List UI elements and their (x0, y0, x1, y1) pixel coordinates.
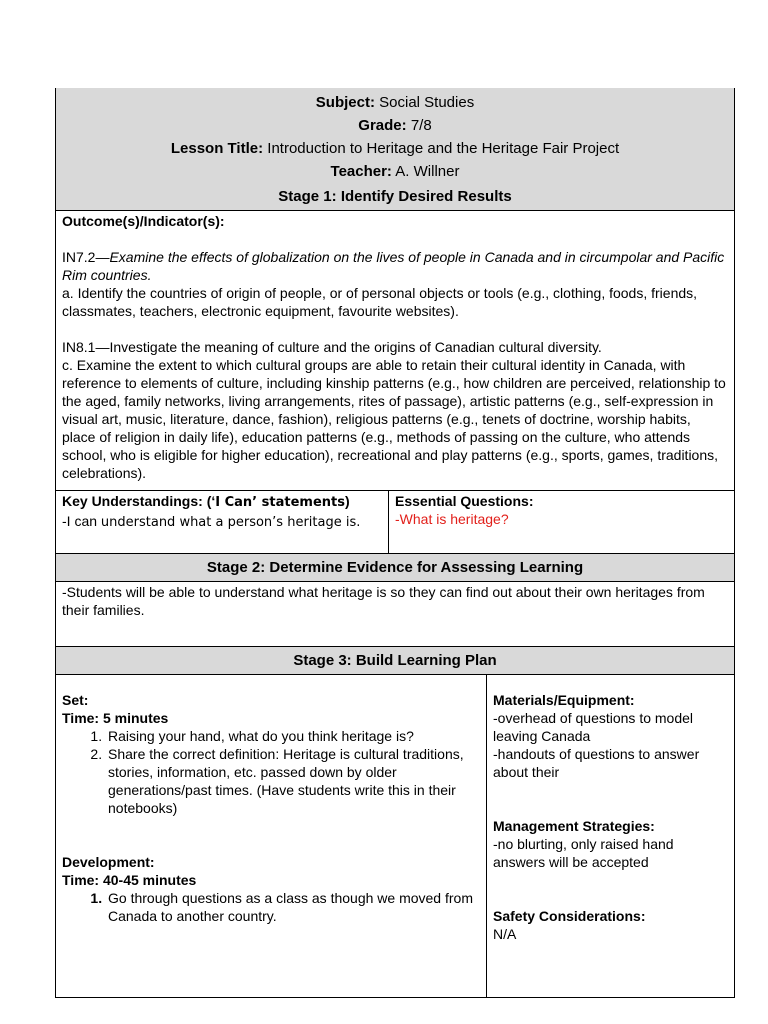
grade-line (60, 114, 730, 137)
development-label: Development: (62, 854, 155, 870)
key-understanding-item (62, 512, 382, 532)
ku-heading-part1: Key Understandings: (‘ (62, 493, 216, 509)
set-steps-list (62, 727, 480, 817)
indicator-in72-a: a. Identify the countries of origin of people, or of personal objects or tools (e.g., clothing, foods, friends, classmates, teachers, electronic equipment, favourite websites). (62, 285, 698, 319)
development-steps-list (62, 889, 480, 925)
safety-text: N/A (493, 926, 517, 942)
safety-heading: Safety Considerations: (493, 908, 646, 924)
lesson-title-label: Lesson Title: (170, 140, 264, 157)
key-understandings-heading (62, 492, 382, 512)
essential-questions-heading: Essential Questions: (395, 493, 534, 509)
stage2-title: Stage 2: Determine Evidence for Assessing Learning (56, 554, 734, 582)
teacher-value: A. Willner (395, 163, 460, 180)
outcome-in72 (62, 248, 728, 284)
set-step: 2. Share the correct definition: Heritage is cultural traditions, stories, information, etc. passed down by older generations/past times. (Have students write this in their notebooks) (106, 745, 480, 817)
lesson-header (56, 88, 734, 211)
set-label: Set: (62, 692, 89, 708)
ku-item-part2: understand what a person’s heritage is. (100, 515, 361, 530)
outcome-in72-code: IN7.2— (62, 249, 110, 265)
ku-heading-part3: ) (344, 493, 350, 509)
management-text: -no blurting, only raised hand answers will be accepted (493, 836, 674, 870)
subject-value: Social Studies (379, 94, 475, 111)
stage2-evidence-text: -Students will be able to understand what heritage is so they can find out about their own heritages from their families. (56, 582, 734, 647)
key-understandings-cell (56, 491, 389, 553)
outcomes-section (56, 211, 734, 491)
grade-label: Grade: (358, 117, 407, 134)
teacher-label: Teacher: (330, 163, 392, 180)
development-time: Time: 40-45 minutes (62, 872, 197, 888)
materials-item: -handouts of questions to answer about their (493, 746, 700, 780)
essential-question-item: -What is heritage? (395, 511, 509, 527)
outcome-in72-text: Examine the effects of globalization on the lives of people in Canada and in circumpolar and Pacific Rim countries. (62, 249, 725, 283)
understandings-row (56, 491, 734, 554)
ku-heading-part2: I Can’ statements (215, 495, 345, 510)
learning-plan-steps (56, 675, 487, 997)
materials-heading: Materials/Equipment: (493, 692, 635, 708)
learning-plan-row (56, 675, 734, 997)
lesson-plan-document (55, 88, 735, 998)
learning-plan-resources (487, 675, 734, 997)
outcome-in81: IN8.1—Investigate the meaning of culture and the origins of Canadian cultural diversity. (62, 339, 602, 355)
set-time: Time: 5 minutes (62, 710, 169, 726)
essential-questions-cell (389, 491, 734, 553)
stage3-title: Stage 3: Build Learning Plan (56, 647, 734, 675)
outcomes-heading: Outcome(s)/Indicator(s): (62, 213, 225, 229)
stage1-title: Stage 1: Identify Desired Results (278, 188, 512, 205)
subject-line (60, 91, 730, 114)
management-heading: Management Strategies: (493, 818, 655, 834)
indicator-in81-c: c. Examine the extent to which cultural groups are able to retain their cultural identity in Canada, with reference to elements of culture, including kinship patterns (e.g., how children are perceived, relationship to the aged, family networks, living arrangements, rites of passage), artistic patterns (e.g., self-expression in visual art, music, literature, dance, fashion), religious patterns (e.g., tenets of doctrine, worship habits, place of religion in daily life), education patterns (e.g., methods of passing on the culture, who attends school, who is eligible for higher education), recreational and play patterns (e.g., sports, games, traditions, celebrations). (62, 357, 726, 481)
subject-label: Subject: (315, 94, 375, 111)
lesson-title-line (60, 137, 730, 160)
lesson-title-value: Introduction to Heritage and the Heritage Fair Project (267, 140, 620, 157)
materials-item: -overhead of questions to model leaving Canada (493, 710, 694, 744)
ku-item-part1: -I can (62, 513, 101, 529)
grade-value: 7/8 (410, 117, 432, 134)
development-step: 1. Go through questions as a class as though we moved from Canada to another country. (106, 889, 480, 925)
teacher-line (60, 160, 730, 183)
set-step: 1. Raising your hand, what do you think heritage is? (106, 727, 480, 745)
